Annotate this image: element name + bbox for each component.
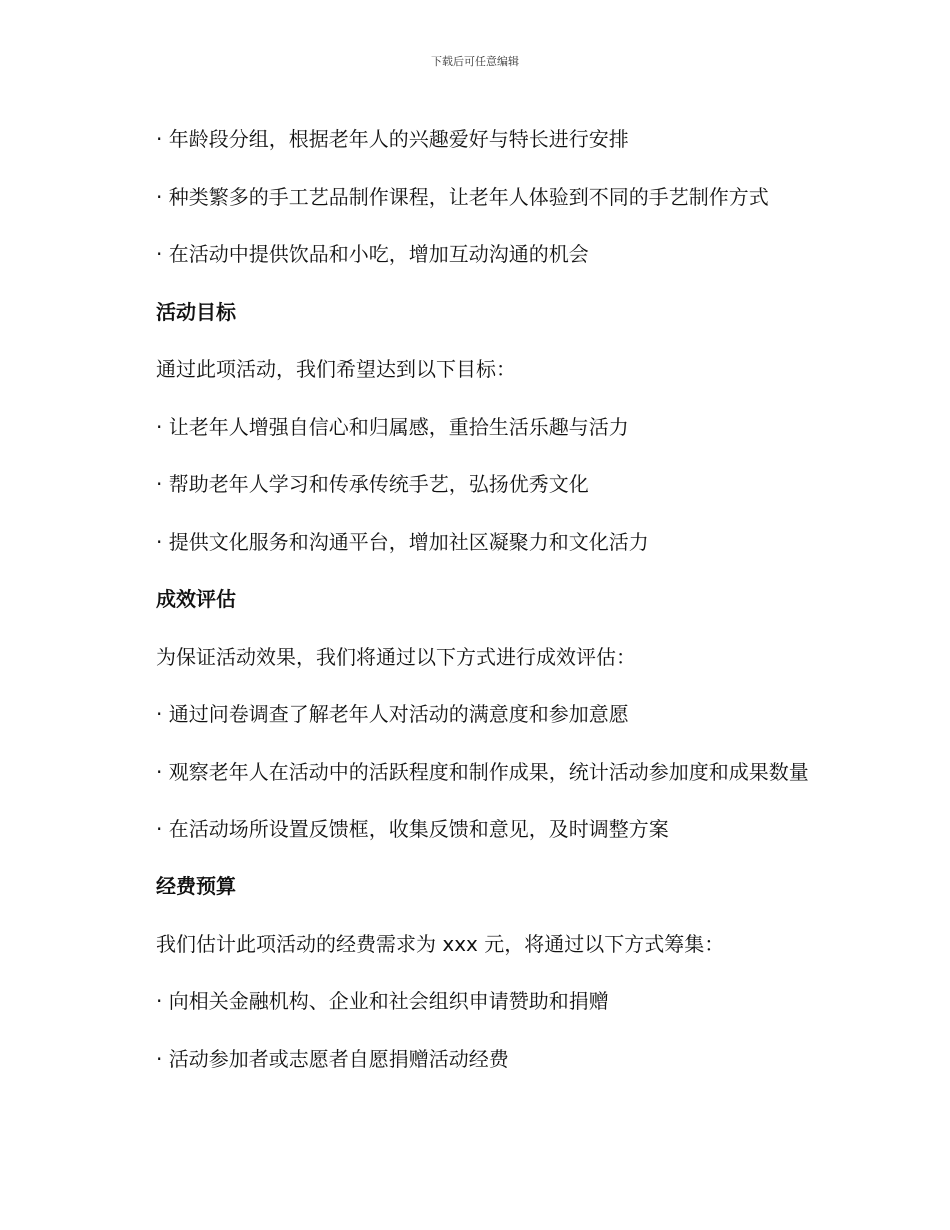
bullet-item: · 年龄段分组，根据老年人的兴趣爱好与特长进行安排: [156, 127, 629, 151]
bullet-item: · 观察老年人在活动中的活跃程度和制作成果，统计活动参加度和成果数量: [156, 759, 809, 784]
page-header: 下载后可任意编辑: [431, 55, 519, 68]
section-heading-evaluation: 成效评估: [156, 587, 236, 611]
bullet-item: · 向相关金融机构、企业和社会组织申请赞助和捐赠: [156, 989, 609, 1013]
bullet-item: · 让老年人增强自信心和归属感，重拾生活乐趣与活力: [156, 414, 629, 439]
bullet-item: · 帮助老年人学习和传承传统手艺，弘扬优秀文化: [156, 472, 589, 496]
bullet-item: · 提供文化服务和沟通平台，增加社区凝聚力和文化活力: [156, 529, 649, 554]
section-heading-budget: 经费预算: [156, 874, 236, 898]
bullet-item: · 通过问卷调查了解老年人对活动的满意度和参加意愿: [156, 702, 629, 726]
document-body: [112, 111, 824, 1088]
paragraph: 为保证活动效果，我们将通过以下方式进行成效评估：: [156, 644, 636, 669]
bullet-item: · 种类繁多的手工艺品制作课程，让老年人体验到不同的手艺制作方式: [156, 184, 769, 209]
section-heading-goals: 活动目标: [156, 299, 236, 324]
bullet-item: · 在活动场所设置反馈框，收集反馈和意见，及时调整方案: [156, 816, 669, 841]
bullet-item: · 在活动中提供饮品和小吃，增加互动沟通的机会: [156, 242, 589, 266]
paragraph: 我们估计此项活动的经费需求为 xxx 元，将通过以下方式筹集：: [156, 931, 725, 956]
bullet-item: · 活动参加者或志愿者自愿捐赠活动经费: [156, 1046, 509, 1071]
paragraph: 通过此项活动，我们希望达到以下目标：: [156, 357, 516, 381]
